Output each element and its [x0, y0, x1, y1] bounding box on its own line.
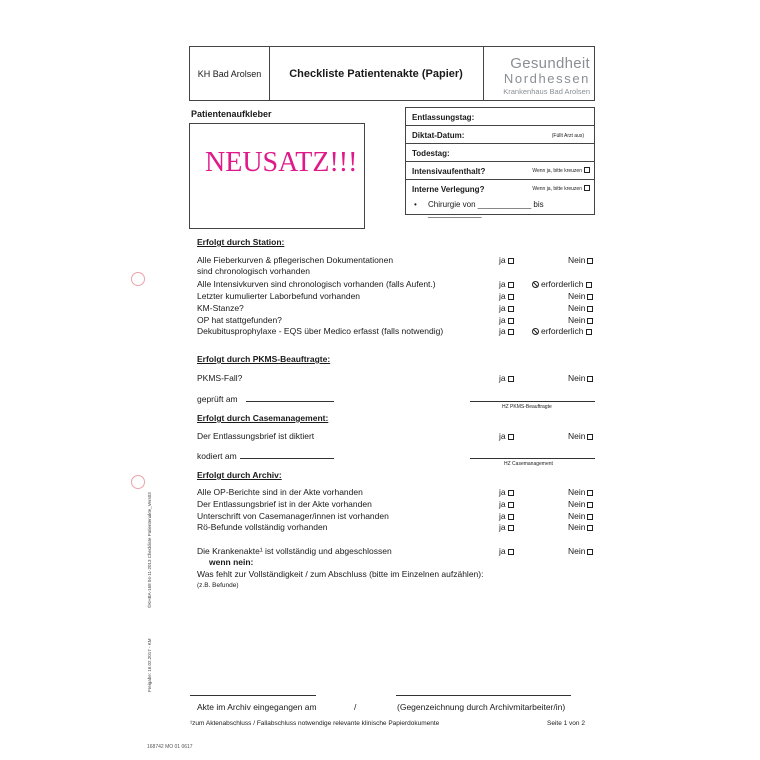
pkms-nein[interactable] — [568, 373, 593, 383]
ja-label: ja — [499, 303, 506, 313]
nein-label: Nein — [568, 511, 586, 521]
checkbox[interactable] — [508, 282, 514, 288]
station-item-1b: sind chronologisch vorhanden — [197, 266, 310, 276]
nein-label: Nein — [568, 487, 586, 497]
hospital-name: KH Bad Arolsen — [190, 47, 270, 100]
ja-label: ja — [499, 546, 506, 556]
checkbox[interactable] — [586, 329, 592, 335]
document-header — [189, 46, 595, 101]
checkbox[interactable] — [508, 329, 514, 335]
ja-label: ja — [499, 326, 506, 336]
ja-label: ja — [499, 511, 506, 521]
footer-page: Seite 1 von 2 — [547, 720, 585, 727]
station-heading: Erfolgt durch Station: — [197, 237, 285, 247]
archiv-ja-3[interactable] — [499, 511, 514, 521]
ja-label: ja — [499, 291, 506, 301]
logo-line2: Nordhessen — [503, 71, 590, 86]
row-verlegung — [406, 180, 594, 218]
archiv-complete-nein[interactable] — [568, 546, 593, 556]
checkbox[interactable] — [508, 490, 514, 496]
ja-label: ja — [499, 315, 506, 325]
station-ja-4[interactable] — [499, 303, 514, 313]
checkbox[interactable] — [587, 502, 593, 508]
erforderlich-label: erforderlich — [541, 279, 584, 289]
checkbox[interactable] — [508, 376, 514, 382]
nein-label: Nein — [568, 546, 586, 556]
pkms-fall: PKMS-Fall? — [197, 373, 243, 383]
chirurgie-line[interactable]: Chirurgie von ____________ bis ____________ — [428, 200, 544, 218]
archiv-heading: Erfolgt durch Archiv: — [197, 470, 282, 480]
row-diktat[interactable] — [406, 126, 594, 144]
checkbox[interactable] — [587, 434, 593, 440]
pkms-ja[interactable] — [499, 373, 514, 383]
nein-label: Nein — [568, 291, 586, 301]
station-nein-5[interactable] — [568, 315, 593, 325]
archiv-item-3: Unterschrift von Casemanager/innen ist vorhanden — [197, 511, 389, 521]
neusatz-stamp: NEUSATZ!!! — [205, 147, 358, 178]
checkbox[interactable] — [508, 294, 514, 300]
side-text-2: Freigabe: 16.02.2017 - KM — [147, 638, 152, 692]
checkbox[interactable] — [508, 549, 514, 555]
intensiv-checkbox[interactable] — [584, 167, 590, 173]
document-title: Checkliste Patientenakte (Papier) — [269, 47, 484, 100]
archiv-ja-4[interactable] — [499, 522, 514, 532]
station-item-6: Dekubitusprophylaxe - EQS über Medico erfasst (falls notwendig) — [197, 326, 444, 336]
checkbox[interactable] — [587, 490, 593, 496]
archiv-nein-1[interactable] — [568, 487, 593, 497]
row-intensiv — [406, 162, 594, 180]
station-item-3: Letzter kumulierter Laborbefund vorhanden — [197, 291, 361, 301]
checkbox[interactable] — [508, 318, 514, 324]
logo — [483, 47, 594, 100]
case-heading: Erfolgt durch Casemanagement: — [197, 413, 329, 423]
footer-footnote: ¹zum Aktenabschluss / Fallabschluss notwendige relevante klinische Papierdokumente — [190, 720, 440, 727]
verlegung-label: Interne Verlegung? — [412, 185, 485, 194]
intensiv-note: Wenn ja, bitte kreuzen — [532, 168, 582, 174]
footer-gegenzeichnung: (Gegenzeichnung durch Archivmitarbeiter/in) — [397, 702, 566, 712]
checkbox[interactable] — [587, 376, 593, 382]
ja-label: ja — [499, 487, 506, 497]
station-ja-1[interactable] — [499, 255, 514, 265]
archiv-complete: Die Krankenakte¹ ist vollständig und abgeschlossen — [197, 546, 392, 556]
nein-label: Nein — [568, 255, 586, 265]
case-brief: Der Entlassungsbrief ist diktiert — [197, 431, 315, 441]
ja-label: ja — [499, 431, 506, 441]
chirurgie-bullet: • — [414, 200, 417, 209]
station-item-2: Alle Intensivkurven sind chronologisch vorhanden (falls Aufent.) — [197, 279, 436, 289]
checkbox[interactable] — [508, 525, 514, 531]
station-item-5: OP hat stattgefunden? — [197, 315, 282, 325]
ja-label: ja — [499, 522, 506, 532]
todestag-label: Todestag: — [412, 149, 450, 158]
checkbox[interactable] — [508, 514, 514, 520]
station-nein-1[interactable] — [568, 255, 593, 265]
archiv-nein-4[interactable] — [568, 522, 593, 532]
pkms-signature-line[interactable] — [470, 401, 595, 402]
station-nein-3[interactable] — [568, 291, 593, 301]
eingegangen-line[interactable] — [190, 695, 316, 696]
archiv-ja-1[interactable] — [499, 487, 514, 497]
footer-slash: / — [354, 702, 357, 712]
checkbox[interactable] — [587, 525, 593, 531]
logo-line1: Gesundheit — [510, 55, 590, 72]
punch-hole-bottom — [131, 475, 145, 489]
nein-label: Nein — [568, 373, 586, 383]
nein-label: Nein — [568, 431, 586, 441]
checkbox[interactable] — [508, 434, 514, 440]
checkbox[interactable] — [587, 549, 593, 555]
intensiv-label: Intensivaufenthalt? — [412, 167, 486, 176]
checkbox[interactable] — [587, 258, 593, 264]
station-ja-3[interactable] — [499, 291, 514, 301]
archiv-wenn-nein: wenn nein: — [209, 557, 254, 567]
checkbox[interactable] — [586, 282, 592, 288]
station-item-4: KM-Stanze? — [197, 303, 244, 313]
station-erforderlich-2[interactable] — [532, 279, 592, 289]
punch-hole-top — [131, 272, 145, 286]
checkbox[interactable] — [508, 306, 514, 312]
ja-label: ja — [499, 255, 506, 265]
verlegung-checkbox[interactable] — [584, 185, 590, 191]
sticker-label: Patientenaufkleber — [191, 109, 272, 119]
checkbox[interactable] — [587, 306, 593, 312]
entlassungstag-label: Entlassungstag: — [412, 113, 475, 122]
nein-label: Nein — [568, 315, 586, 325]
row-todestag[interactable] — [406, 144, 594, 162]
station-ja-2[interactable] — [499, 279, 514, 289]
archiv-ja-2[interactable] — [499, 499, 514, 509]
pkms-heading: Erfolgt durch PKMS-Beauftragte: — [197, 354, 331, 364]
ja-label: ja — [499, 279, 506, 289]
info-table — [405, 107, 595, 218]
side-text-1: ©KHBA-168 04-11-2013 Checkliste Patientenakte_Vers03 — [147, 492, 152, 608]
prohibited-icon — [532, 328, 539, 335]
erforderlich-label: erforderlich — [541, 326, 584, 336]
ja-label: ja — [499, 499, 506, 509]
archiv-item-4: Rö-Befunde vollständig vorhanden — [197, 522, 328, 532]
case-kodiert: kodiert am — [197, 451, 237, 461]
archiv-nein-2[interactable] — [568, 499, 593, 509]
ja-label: ja — [499, 373, 506, 383]
archiv-nein-3[interactable] — [568, 511, 593, 521]
gegenzeichnung-line[interactable] — [396, 695, 571, 696]
checkbox[interactable] — [587, 294, 593, 300]
station-ja-6[interactable] — [499, 326, 514, 336]
station-nein-4[interactable] — [568, 303, 593, 313]
case-nein[interactable] — [568, 431, 593, 441]
archiv-item-1: Alle OP-Berichte sind in der Akte vorhanden — [197, 487, 363, 497]
footer-eingegangen: Akte im Archiv eingegangen am — [197, 702, 317, 712]
footer-code: 168742 MO 01 0617 — [147, 744, 193, 750]
prohibited-icon — [532, 281, 539, 288]
checkbox[interactable] — [508, 258, 514, 264]
station-erforderlich-6[interactable] — [532, 326, 592, 336]
diktat-label: Diktat-Datum: — [412, 131, 465, 140]
archiv-missing: Was fehlt zur Vollständigkeit / zum Abschluss (bitte im Einzelnen aufzählen): — [197, 569, 484, 579]
pkms-geprueft: geprüft am — [197, 394, 238, 404]
diktat-note: (Füllt Arzt aus) — [551, 133, 584, 139]
case-date-line[interactable] — [240, 458, 334, 459]
case-signature-label: HZ Casemanagement — [504, 461, 553, 467]
station-item-1: Alle Fieberkurven & pflegerischen Dokumentationen — [197, 255, 394, 265]
nein-label: Nein — [568, 303, 586, 313]
checkbox[interactable] — [508, 502, 514, 508]
archiv-item-2: Der Entlassungsbrief ist in der Akte vorhanden — [197, 499, 372, 509]
case-signature-line[interactable] — [470, 458, 595, 459]
nein-label: Nein — [568, 522, 586, 532]
checkbox[interactable] — [587, 514, 593, 520]
archiv-example: (z.B. Befunde) — [197, 582, 239, 589]
station-ja-5[interactable] — [499, 315, 514, 325]
pkms-signature-label: HZ PKMS-Beauftragte — [502, 404, 552, 410]
logo-line3: Krankenhaus Bad Arolsen — [503, 87, 590, 96]
row-entlassungstag[interactable] — [406, 108, 594, 126]
verlegung-note: Wenn ja, bitte kreuzen — [532, 186, 582, 192]
pkms-date-line[interactable] — [246, 401, 334, 402]
archiv-complete-ja[interactable] — [499, 546, 514, 556]
checkbox[interactable] — [587, 318, 593, 324]
case-ja[interactable] — [499, 431, 514, 441]
nein-label: Nein — [568, 499, 586, 509]
